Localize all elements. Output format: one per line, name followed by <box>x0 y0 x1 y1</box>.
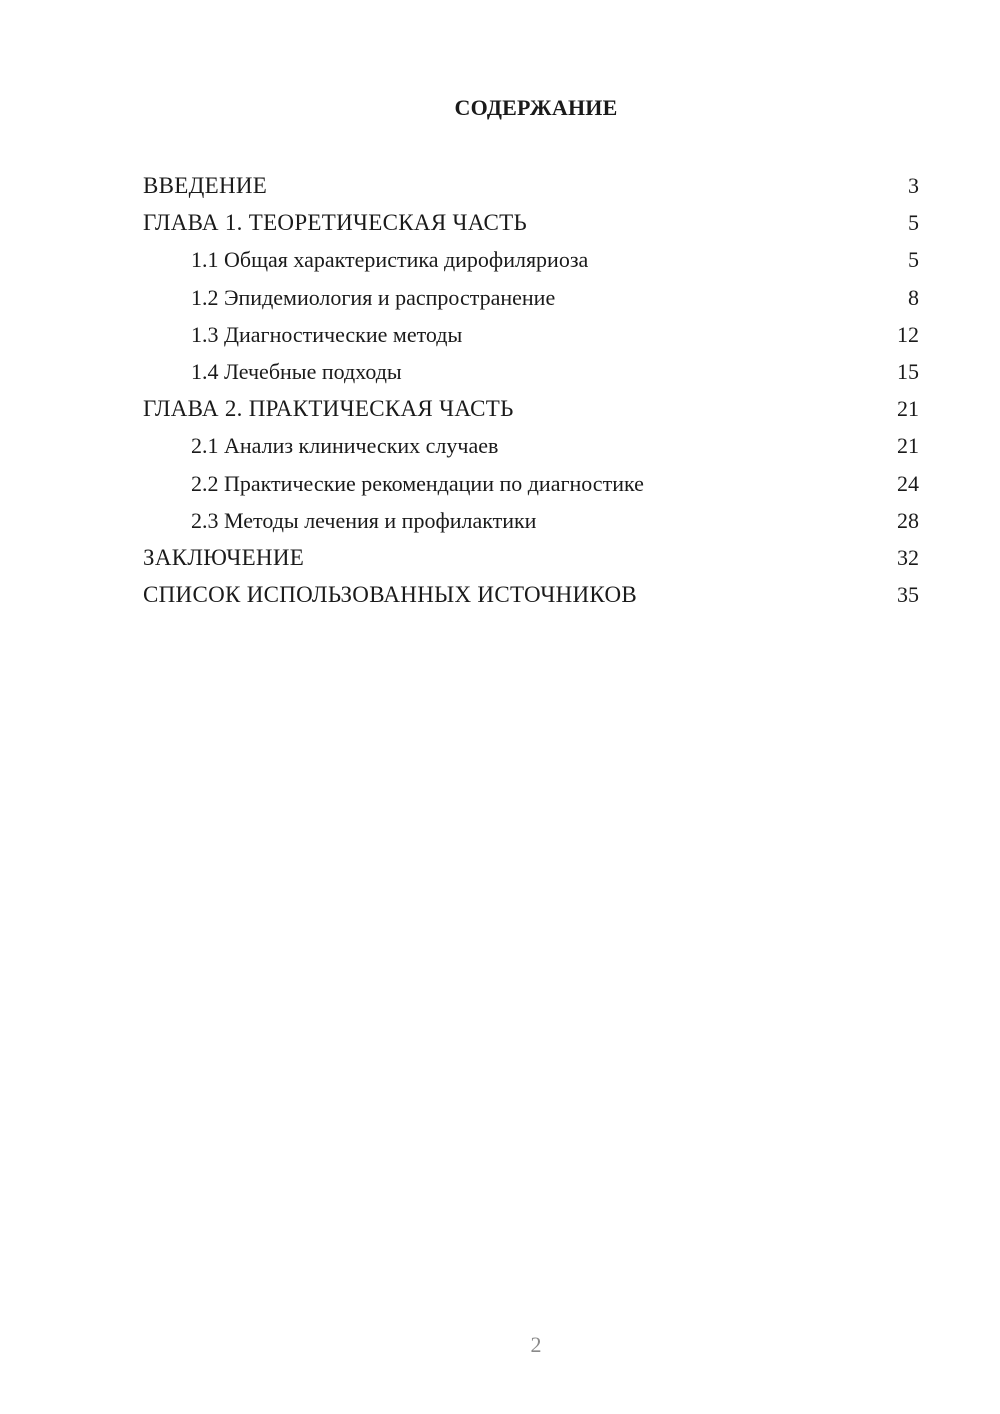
toc-entry-label: 1.1 Общая характеристика дирофиляриоза <box>191 247 589 273</box>
toc-entry-section-2-3[interactable] <box>143 502 919 539</box>
toc-entry-page: 15 <box>897 358 919 384</box>
toc-entry-page: 32 <box>897 544 919 570</box>
toc-entry-label: 1.3 Диагностические методы <box>191 321 463 347</box>
toc-entry-label: 2.3 Методы лечения и профилактики <box>191 507 537 533</box>
toc-entry-page: 5 <box>908 247 919 273</box>
page-number: 2 <box>530 1332 542 1357</box>
toc-entry-section-2-2[interactable] <box>143 465 919 502</box>
toc-entry-page: 35 <box>897 582 919 608</box>
toc-entry-section-1-1[interactable] <box>143 241 919 278</box>
toc-entry-label: 2.1 Анализ клинических случаев <box>191 433 499 459</box>
toc-entry-page: 28 <box>897 507 919 533</box>
toc-entry-label: ГЛАВА 2. ПРАКТИЧЕСКАЯ ЧАСТЬ <box>143 396 514 422</box>
toc-entry-label: СПИСОК ИСПОЛЬЗОВАННЫХ ИСТОЧНИКОВ <box>143 582 638 608</box>
toc-entry-page: 3 <box>908 173 919 198</box>
toc-entry-label: 1.4 Лечебные подходы <box>191 358 402 384</box>
toc-entry-label: ВВЕДЕНИЕ <box>143 173 268 198</box>
toc-entry-section-2-1[interactable] <box>143 427 919 464</box>
toc-entry-introduction[interactable] <box>143 167 919 204</box>
toc-entry-page: 8 <box>908 284 919 310</box>
toc-entry-section-1-2[interactable] <box>143 279 919 316</box>
page-title: СОДЕРЖАНИЕ <box>454 95 618 120</box>
toc-entry-section-1-3[interactable] <box>143 316 919 353</box>
toc-entry-label: ГЛАВА 1. ТЕОРЕТИЧЕСКАЯ ЧАСТЬ <box>143 210 528 236</box>
toc-entry-conclusion[interactable] <box>143 539 919 576</box>
toc-entry-page: 5 <box>908 210 919 236</box>
toc-entry-page: 21 <box>897 396 919 422</box>
toc-entry-label: 2.2 Практические рекомендации по диагностике <box>191 470 644 496</box>
toc-entry-section-1-4[interactable] <box>143 353 919 390</box>
toc-entry-page: 24 <box>897 470 919 496</box>
table-of-contents <box>143 167 919 613</box>
toc-entry-label: 1.2 Эпидемиология и распространение <box>191 284 556 310</box>
toc-entry-chapter-2[interactable] <box>143 390 919 427</box>
toc-entry-page: 12 <box>897 321 919 347</box>
toc-entry-page: 21 <box>897 433 919 459</box>
toc-entry-chapter-1[interactable] <box>143 204 919 241</box>
toc-entry-label: ЗАКЛЮЧЕНИЕ <box>143 544 305 570</box>
toc-entry-references[interactable] <box>143 576 919 613</box>
